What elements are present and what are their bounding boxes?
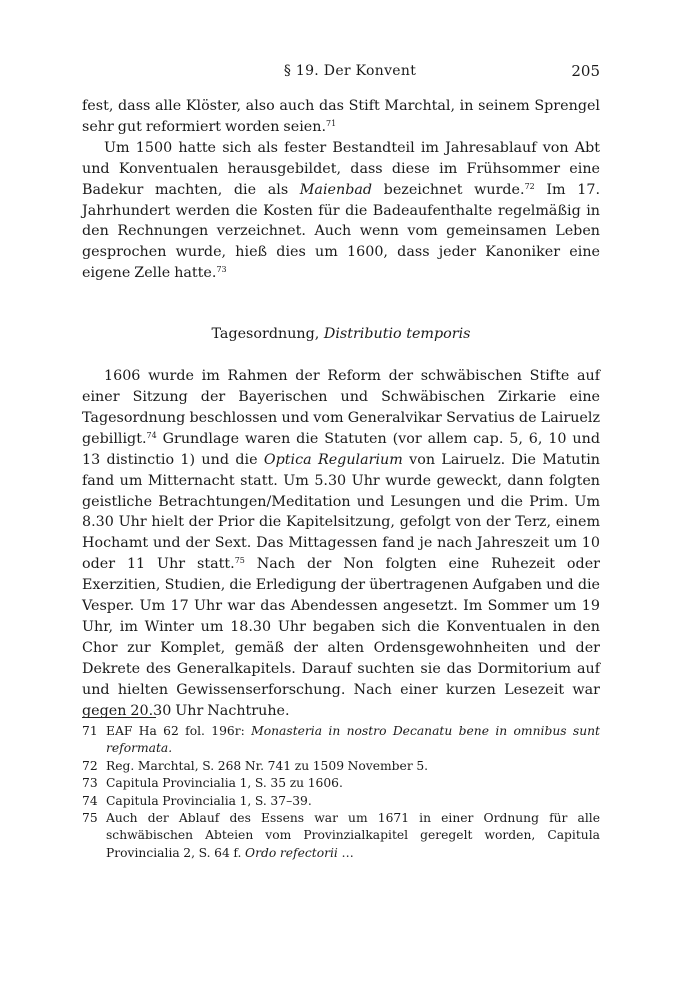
footnote-number: 72 bbox=[82, 758, 98, 773]
running-header-title: § 19. Der Konvent bbox=[283, 63, 417, 79]
footnote-number: 73 bbox=[82, 776, 98, 791]
footnote-75: 75 Auch der Ablauf des Essens war um 1671 in einer Ordnung für alle schwäbischen Abteien vom Provinzialkapitel geregelt worden, Capitula Provincialia 2, S. 64 f. Ordo refectorii … bbox=[82, 811, 600, 860]
footnote-number: 75 bbox=[82, 811, 98, 826]
footnotes bbox=[82, 723, 600, 862]
term-optica-regularium: Optica Regularium bbox=[263, 451, 403, 468]
footnote-ref-71[interactable]: 71 bbox=[326, 118, 337, 128]
footnote-72: 72 Reg. Marchtal, S. 268 Nr. 741 zu 1509 November 5. bbox=[82, 758, 600, 775]
footnote-ref-74[interactable]: 74 bbox=[146, 430, 157, 440]
main-text bbox=[82, 96, 600, 721]
paragraph-2: Um 1500 hatte sich als fester Bestandteil im Jahresablauf von Abt und Konventualen herausgebildet, dass diese im Frühsommer eine Badekur machten, die als Maienbad bezeichnet wurde.$^{72}$ Im 17. Jahrhundert werden die Kosten für die Badeaufenthalte regelmäßig in den Rechnungen verzeichnet. Auch wenn vom gemeinsamen Leben gesprochen wurde, hieß dies um 1600, dass jeder Kanoniker eine eigene Zelle hatte.$^{73}$ bbox=[82, 139, 600, 282]
footnote-73: 73 Capitula Provincialia 1, S. 35 zu 1606. bbox=[82, 775, 600, 792]
footnote-ref-75[interactable]: 75 bbox=[234, 556, 245, 566]
footnote-71: 71 EAF Ha 62 fol. 196r: Monasteria in nostro Decanatu bene in omnibus sunt reformata. bbox=[82, 724, 600, 756]
paragraph-3: 1606 wurde im Rahmen der Reform der schwäbischen Stifte auf einer Sitzung der Bayerischen und Schwäbischen Zirkarie eine Tagesordnung beschlossen und vom Generalvikar Servatius de Lairuelz gebilligt.$^{74}$ Grundlage waren die Statuten (vor allem cap. 5, 6, 10 und 13 distinctio 1) und die Optica Regularium von Lairuelz. Die Matutin fand um Mitternacht statt. Um 5.30 Uhr wurde geweckt, dann folgten geistliche Betrachtungen/Meditation und Lesungen und die Prim. Um 8.30 Uhr hielt der Prior die Kapitelsitzung, gefolgt von der Terz, einem Hochamt und der Sext. Das Mittagessen fand je nach Jahreszeit um 10 oder 11 Uhr statt.$^{75}$ Nach der Non folgten eine Ruhezeit oder Exerzitien, Studien, die Erledigung der übertragenen Aufgaben und die Vesper. Um 17 Uhr war das Abendessen angesetzt. Im Sommer um 19 Uhr, im Winter um 18.30 Uhr begaben sich die Konventualen in den Chor zur Komplet, gemäß der alten Ordensgewohnheiten und der Dekrete des Generalkapitels. Darauf suchten sie das Dormitorium auf und hielten Gewissenserforschung. Nach einer kurzen Lesezeit war gegen 20.30 Uhr Nachtruhe. bbox=[82, 368, 600, 719]
footnote-ref-73[interactable]: 73 bbox=[216, 265, 227, 275]
term-maienbad: Maienbad bbox=[299, 181, 373, 198]
footnote-74: 74 Capitula Provincialia 1, S. 37–39. bbox=[82, 793, 600, 810]
page-number: 205 bbox=[571, 62, 600, 80]
section-heading: Tagesordnung, Distributio temporis bbox=[211, 326, 471, 343]
footnote-divider bbox=[82, 717, 156, 718]
footnote-number: 71 bbox=[82, 724, 98, 738]
footnote-number: 74 bbox=[82, 793, 98, 808]
footnote-ref-72[interactable]: 72 bbox=[524, 181, 535, 191]
paragraph-1: fest, dass alle Klöster, also auch das Stift Marchtal, in seinem Sprengel sehr gut reformiert worden seien.$^{71}$ bbox=[82, 98, 600, 135]
